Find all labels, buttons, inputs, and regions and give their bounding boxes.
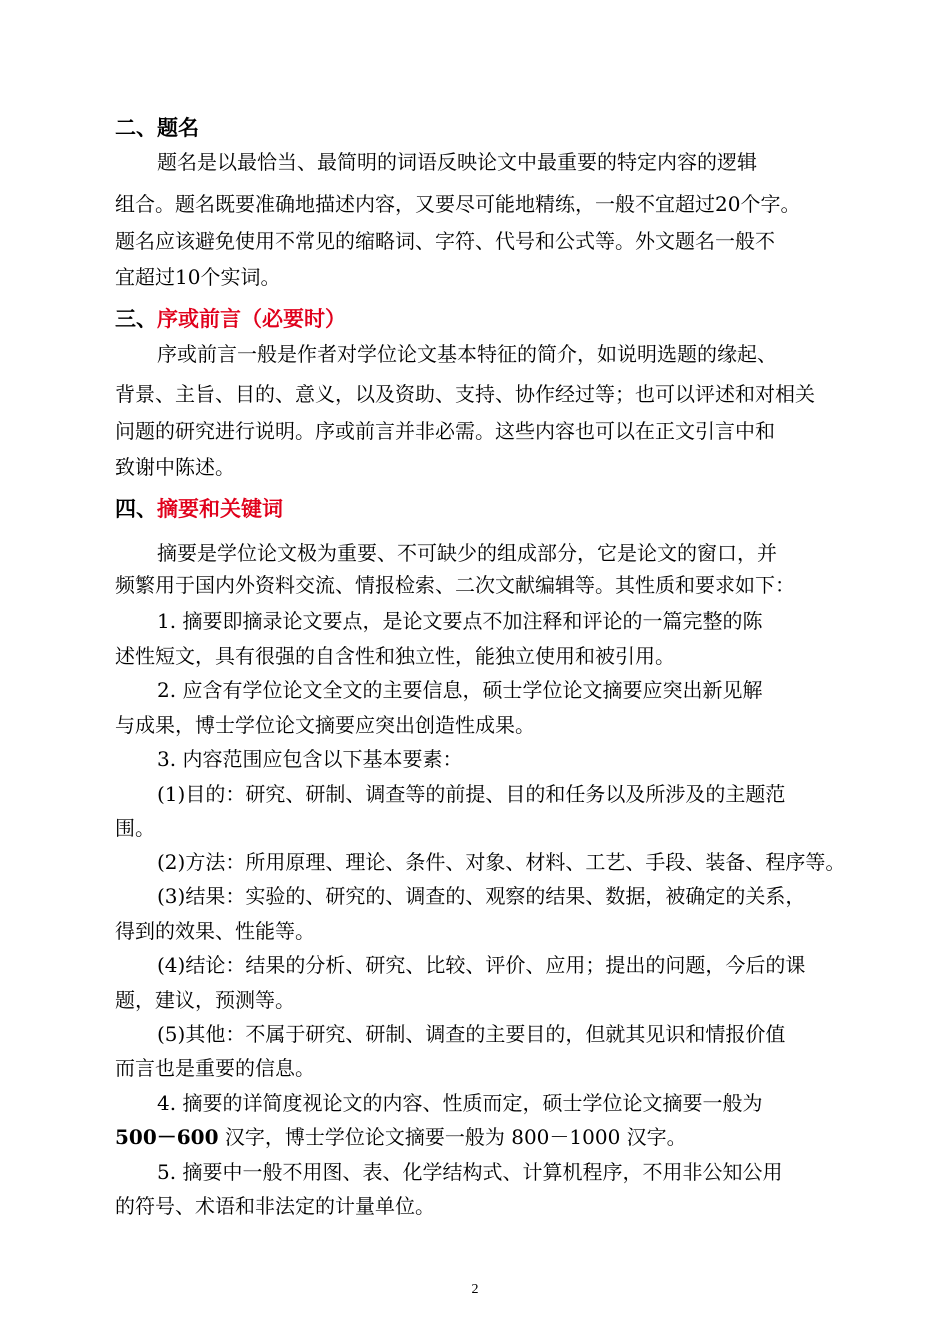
- section-heading-abstract: [115, 494, 283, 524]
- paragraph-line: 围。: [115, 816, 155, 840]
- paragraph-line: 得到的效果、性能等。: [115, 919, 315, 943]
- paragraph-line: 组合。题名既要准确地描述内容，又要尽可能地精练，一般不宜超过20个字。: [115, 192, 801, 216]
- paragraph-line: (5)其他：不属于研究、研制、调查的主要目的，但就其见识和情报价值: [157, 1022, 786, 1046]
- paragraph-line: 题名应该避免使用不常见的缩略词、字符、代号和公式等。外文题名一般不: [115, 229, 775, 253]
- paragraph-line-mixed: [115, 1122, 687, 1152]
- paragraph-line: (1)目的：研究、研制、调查等的前提、目的和任务以及所涉及的主题范: [157, 782, 786, 806]
- paragraph-line: 而言也是重要的信息。: [115, 1056, 315, 1080]
- paragraph-line: 宜超过10个实词。: [115, 265, 281, 289]
- paragraph-line: 5. 摘要中一般不用图、表、化学结构式、计算机程序，不用非公知公用: [157, 1160, 783, 1184]
- paragraph-line: 题名是以最恰当、最简明的词语反映论文中最重要的特定内容的逻辑: [157, 150, 757, 174]
- paragraph-line: 背景、主旨、目的、意义，以及资助、支持、协作经过等；也可以评述和对相关: [115, 382, 815, 406]
- paragraph-line: (4)结论：结果的分析、研究、比较、评价、应用；提出的问题，今后的课: [157, 953, 806, 977]
- paragraph-line: (3)结果：实验的、研究的、调查的、观察的结果、数据，被确定的关系，: [157, 884, 806, 908]
- page-number: 2: [471, 1282, 479, 1297]
- heading-text: 题名: [157, 116, 199, 140]
- heading-number: 四、: [115, 497, 157, 521]
- paragraph-line: 致谢中陈述。: [115, 455, 235, 479]
- paragraph-line: 题，建议，预测等。: [115, 988, 295, 1012]
- paragraph-line: 述性短文，具有很强的自含性和独立性，能独立使用和被引用。: [115, 644, 675, 668]
- paragraph-line: 4. 摘要的详简度视论文的内容、性质而定，硕士学位论文摘要一般为: [157, 1091, 763, 1115]
- paragraph-line: (2)方法：所用原理、理论、条件、对象、材料、工艺、手段、装备、程序等。: [157, 850, 846, 874]
- bold-word-range: 500－600: [115, 1125, 219, 1149]
- section-heading-title: [115, 113, 199, 143]
- paragraph-line: 与成果，博士学位论文摘要应突出创造性成果。: [115, 713, 535, 737]
- paragraph-line: 序或前言一般是作者对学位论文基本特征的简介，如说明选题的缘起、: [157, 342, 777, 366]
- paragraph-line: 2. 应含有学位论文全文的主要信息，硕士学位论文摘要应突出新见解: [157, 678, 763, 702]
- heading-number: 二、: [115, 116, 157, 140]
- paragraph-line: 频繁用于国内外资料交流、情报检索、二次文献编辑等。其性质和要求如下：: [115, 573, 795, 597]
- heading-text: 摘要和关键词: [157, 497, 283, 521]
- paragraph-line: 3. 内容范围应包含以下基本要素：: [157, 747, 463, 771]
- paragraph-line: 的符号、术语和非法定的计量单位。: [115, 1194, 435, 1218]
- paragraph-line: 摘要是学位论文极为重要、不可缺少的组成部分，它是论文的窗口，并: [157, 541, 777, 565]
- line-remainder: 汉字，博士学位论文摘要一般为 800－1000 汉字。: [224, 1125, 687, 1149]
- paragraph-line: 问题的研究进行说明。序或前言并非必需。这些内容也可以在正文引言中和: [115, 419, 775, 443]
- heading-text: 序或前言（必要时）: [157, 307, 346, 331]
- heading-number: 三、: [115, 307, 157, 331]
- section-heading-preface: [115, 304, 346, 334]
- paragraph-line: 1. 摘要即摘录论文要点，是论文要点不加注释和评论的一篇完整的陈: [157, 609, 763, 633]
